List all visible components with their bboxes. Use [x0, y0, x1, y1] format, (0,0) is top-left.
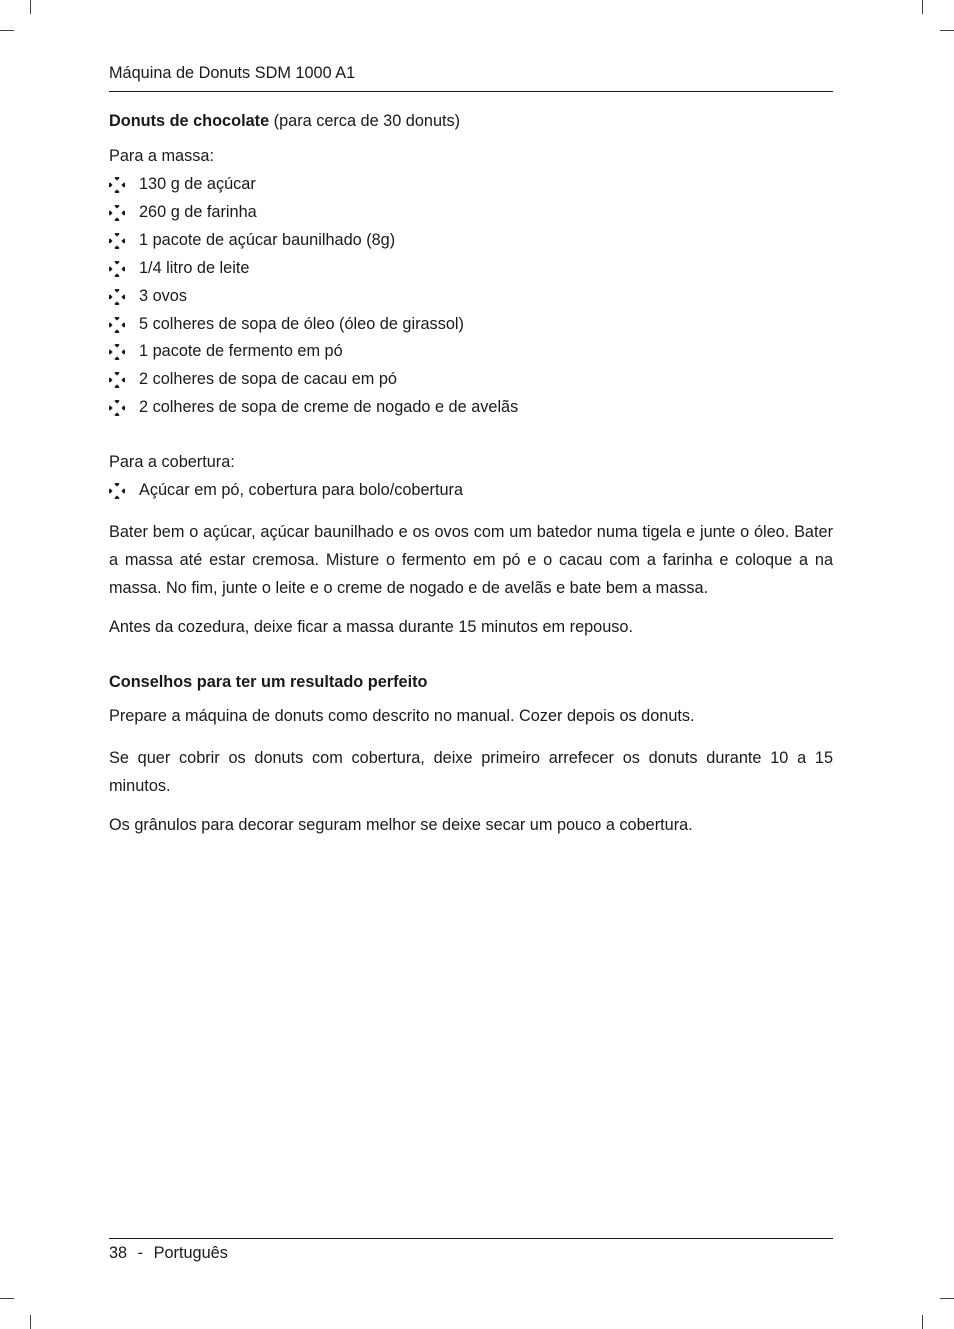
recipe-title: Donuts de chocolate	[109, 112, 270, 130]
topping-label: Para a cobertura:	[109, 453, 235, 471]
tip-paragraph: Os grânulos para decorar seguram melhor se deixe secar um pouco a cobertura.	[109, 816, 693, 834]
crop-mark	[30, 0, 31, 14]
diamond-bullet-icon	[109, 289, 125, 305]
crop-mark	[922, 1315, 923, 1329]
list-item-text: 1 pacote de fermento em pó	[139, 342, 343, 361]
diamond-bullet-icon	[109, 372, 125, 388]
instructions-paragraph: Bater bem o açúcar, açúcar baunilhado e os ovos com um batedor numa tigela e junte o óleo. Bater a massa até estar cremosa. Misture o fermento em pó e o cacau com a farinha e coloque a na massa. No fim, junte o leite e o creme de nogado e de avelãs e bate bem a massa.	[109, 523, 833, 597]
footer-language: Português	[153, 1244, 228, 1262]
diamond-bullet-icon	[109, 177, 125, 193]
diamond-bullet-icon	[109, 233, 125, 249]
list-item-text: 130 g de açúcar	[139, 175, 256, 193]
rest-note-paragraph: Antes da cozedura, deixe ficar a massa durante 15 minutos em repouso.	[109, 618, 634, 636]
diamond-bullet-icon	[109, 483, 125, 499]
page-header-title: Máquina de Donuts SDM 1000 A1	[109, 64, 356, 82]
dough-label: Para a massa:	[109, 147, 214, 165]
list-item-text: 2 colheres de sopa de creme de nogado e de avelãs	[139, 398, 519, 417]
footer-rule	[109, 1238, 833, 1239]
crop-mark	[922, 0, 923, 14]
list-item-text: 260 g de farinha	[139, 202, 257, 221]
recipe-heading	[109, 112, 460, 131]
list-item-text: 1/4 litro de leite	[139, 258, 250, 277]
diamond-bullet-icon	[109, 400, 125, 416]
list-item-text: 3 ovos	[139, 286, 187, 305]
list-item-text: Açúcar em pó, cobertura para bolo/cobertura	[139, 481, 463, 499]
page-footer	[109, 1244, 228, 1263]
page-number: 38	[109, 1244, 128, 1262]
list-item-text: 5 colheres de sopa de óleo (óleo de girassol)	[139, 314, 464, 333]
diamond-bullet-icon	[109, 344, 125, 360]
tip-paragraph: Prepare a máquina de donuts como descrito no manual. Cozer depois os donuts.	[109, 707, 695, 725]
header-rule	[109, 91, 833, 92]
list-item-text: 2 colheres de sopa de cacau em pó	[139, 370, 397, 389]
crop-mark	[940, 30, 954, 31]
crop-mark	[940, 1298, 954, 1299]
list-item-text: 1 pacote de açúcar baunilhado (8g)	[139, 230, 396, 249]
diamond-bullet-icon	[109, 317, 125, 333]
crop-mark	[0, 30, 14, 31]
tips-heading: Conselhos para ter um resultado perfeito	[109, 673, 428, 691]
diamond-bullet-icon	[109, 205, 125, 221]
footer-separator: -	[137, 1244, 144, 1262]
recipe-yield-note: (para cerca de 30 donuts)	[273, 112, 461, 130]
crop-mark	[0, 1298, 14, 1299]
diamond-bullet-icon	[109, 261, 125, 277]
tip-paragraph: Se quer cobrir os donuts com cobertura, deixe primeiro arrefecer os donuts durante 10 a 15 minutos.	[109, 749, 833, 795]
crop-mark	[30, 1315, 31, 1329]
